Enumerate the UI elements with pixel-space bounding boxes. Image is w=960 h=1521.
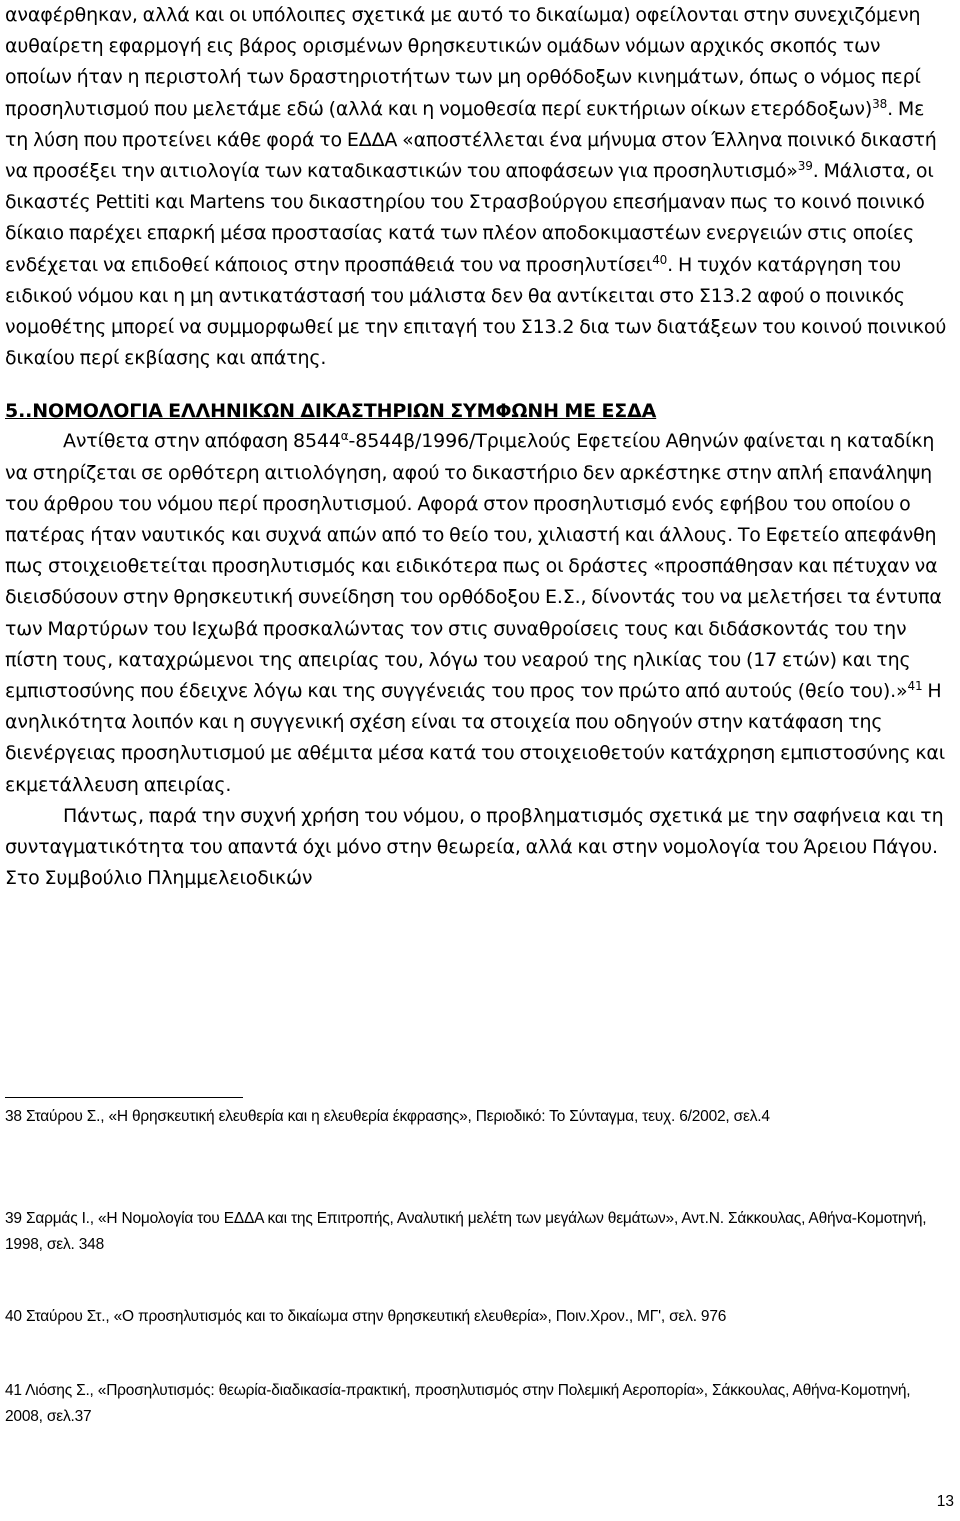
footnote-ref-38: 38 [872,96,888,111]
body-text [5,0,950,894]
page-number: 13 [936,1493,954,1510]
paragraph-2-text: Η ανηλικότητα λοιπόν και η συγγενική σχέση είναι τα στοιχεία που οδηγούν στην κατάφαση της διενέργειας προσηλυτισμού με αθέμιτα μέσα κατά του στοιχειοθετούν κατάχρηση εμπιστοσύνης και εκμετάλλευση απειρίας. [5,680,946,796]
footnote-39: 39 Σαρμάς Ι., «Η Νομολογία του ΕΔΔΑ και της Επιτροπής, Αναλυτική μελέτη των μεγάλων θεμάτων», Αντ.Ν. Σάκκουλας, Αθήνα-Κομοτηνή, 1998, σελ. 348 [5,1210,927,1253]
footnote-38: 38 Σταύρου Σ., «Η θρησκευτική ελευθερία και η ελευθερία έκφρασης», Περιοδικό: Το Σύνταγμα, τευχ. 6/2002, σελ.4 [5,1108,770,1125]
paragraph-2 [5,426,950,800]
paragraph-1 [5,0,950,374]
footnote-ref-41: 41 [907,679,923,694]
paragraph-1-text: αναφέρθηκαν, αλλά και οι υπόλοιπες σχετικά με αυτό το δικαίωμα) οφείλονται στην συνεχιζόμενη αυθαίρετη εφαρμογή εις βάρος ορισμένων θρησκευτικών ομάδων νόμων αρχικός σκοπός των οποίων ήταν η περιστολή των δραστηριοτήτων των μη ορθόδοξων κινημάτων, όπως ο νόμος περί προσηλυτισμού που μελετάμε εδώ (αλλά και η νομοθεσία περί ευκτήριων οίκων ετερόδοξων) [5,4,921,120]
paragraph-3: Πάντως, παρά την συχνή χρήση του νόμου, ο προβληματισμός σχετικά με την σαφήνεια και τη συνταγματικότητα του απαντά όχι μόνο στην θεωρεία, αλλά και στην νομολογία του Άρειου Πάγου. Στο Συμβούλιο Πλημμελειοδικών [5,804,944,890]
paragraph-1-text: . Η τυχόν κατάργηση του ειδικού νόμου και η μη αντικατάστασή του μάλιστα δεν θα αντίκειται στο Σ13.2 αφού ο ποινικός νομοθέτης μπορεί να συμμορφωθεί με την επιταγή του Σ13.2 δια των διατάξεων του κοινού ποινικού δικαίου περί εκβίασης και απάτης. [5,253,947,370]
footnote-separator [5,1097,243,1098]
paragraph-1-text: . Μάλιστα, οι δικαστές Pettiti και Martens του δικαστηρίου του Στρασβούργου επεσήμαναν πως το κοινό ποινικό δίκαιο παρέχει επαρκή μέσα προστασίας κατά των πλέον αποδοκιμαστέων ενεργειών στις οποίες ενδέχεται να επιδοθεί κάποιος στην προσπάθειά του να προσηλυτίσει [5,160,934,276]
footnote-40: 40 Σταύρου Στ., «Ο προσηλυτισμός και το δικαίωμα στην θρησκευτική ελευθερία», Ποιν.Χρον., ΜΓ', σελ. 976 [5,1308,727,1325]
section-heading: 5..ΝΟΜΟΛΟΓΙΑ ΕΛΛΗΝΙΚΩΝ ΔΙΚΑΣΤΗΡΙΩΝ ΣΥΜΦΩΝΗ ΜΕ ΕΣΔΑ [5,400,657,423]
footnote-41: 41 Λιόσης Σ., «Προσηλυτισμός: θεωρία-διαδικασία-πρακτική, προσηλυτισμός στην Πολεμική Αεροπορία», Σάκκουλας, Αθήνα-Κομοτηνή, 2008, σελ.37 [5,1382,911,1425]
paragraph-1-text: . Με τη λύση που προτείνει κάθε φορά το ΕΔΔΑ «αποστέλλεται ένα μήνυμα στον Έλληνα ποινικό δικαστή να προσέξει την αιτιολογία των καταδικαστικών του αποφάσεων για προσηλυτισμό» [5,97,937,183]
paragraph-2-text: -8544β/1996/Τριμελούς Εφετείου Αθηνών φαίνεται η καταδίκη να στηρίζεται σε ορθότερη αιτιολόγηση, αφού το δικαστήριο δεν αρκέστηκε στην απλή επανάληψη του άρθρου του νόμου περί προσηλυτισμού. Αφορά στον προσηλυτισμό ενός εφήβου του οποίου ο πατέρας ήταν ναυτικός και συχνά απών από το θείο του, χιλιαστή και άλλους. Το Εφετείο απεφάνθη πως στοιχειοθετείται προσηλυτισμός και ειδικότερα πως οι δράστες «προσπάθησαν και πέτυχαν να διεισδύσουν στην θρησκευτική συνείδηση του ορθόδοξου Ε.Σ., δίνοντάς του να μελετήσει τα έντυπα των Μαρτύρων του Ιεχωβά προσκαλώντας τον στις συναθροίσεις τους και διδάσκοντάς του την πίστη τους, καταχρώμενοι της απειρίας του, λόγω του νεαρού της ηλικίας του (17 ετών) και της εμπιστοσύνης που έδειχνε λόγω και της συγγένειάς του προς τον πρώτο από αυτούς (θείο του).» [5,430,942,703]
paragraph-2-text: Αντίθετα στην απόφαση 8544 [63,430,341,453]
superscript-alpha: α [340,429,349,444]
footnote-ref-40: 40 [652,252,668,267]
footnote-ref-39: 39 [797,159,813,174]
